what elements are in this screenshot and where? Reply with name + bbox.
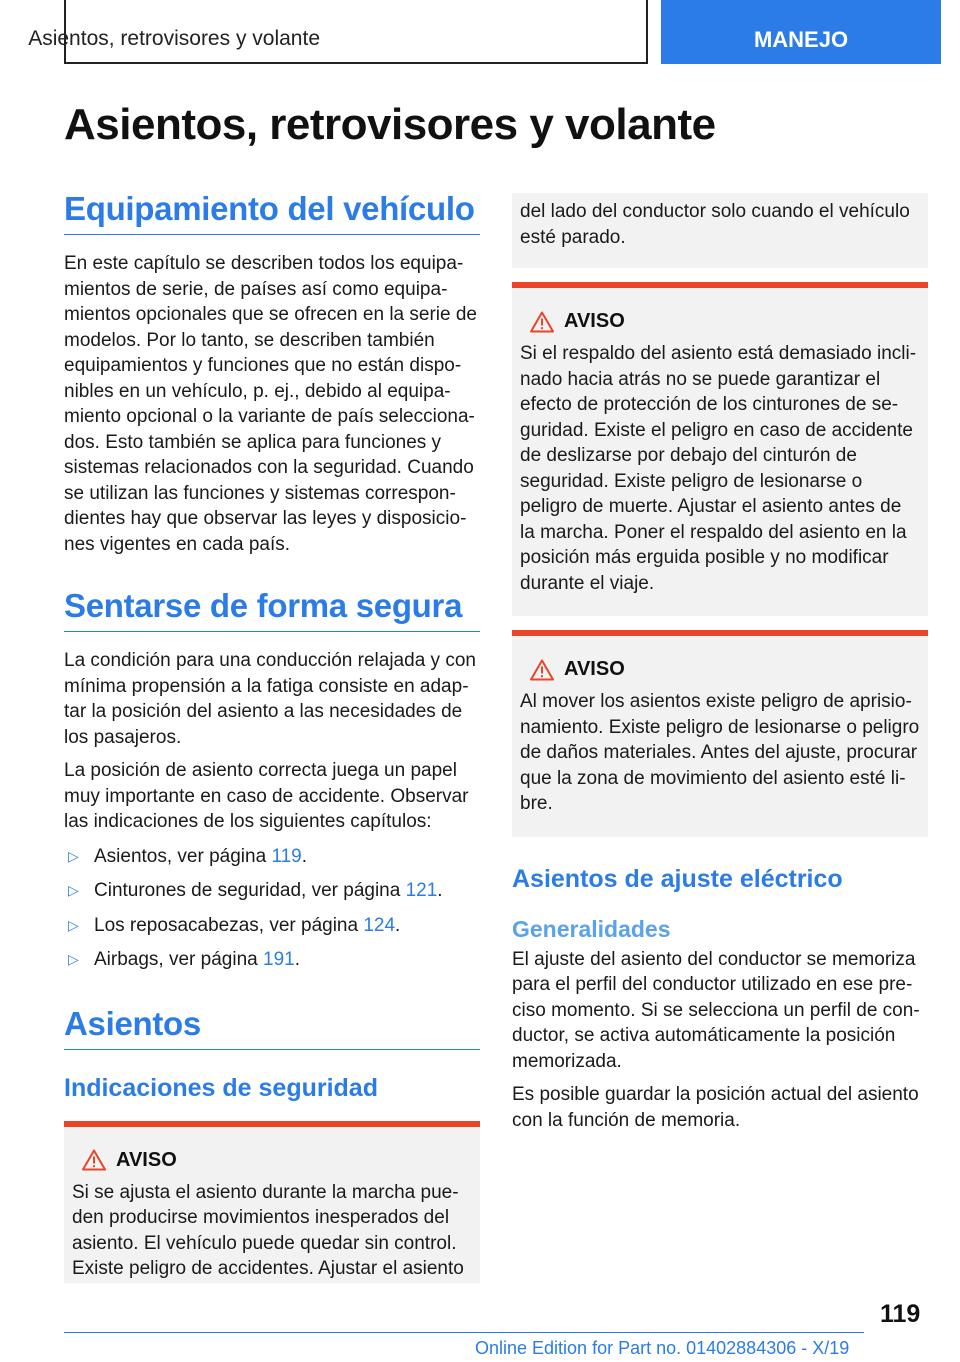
warning-triangle-icon bbox=[530, 659, 554, 681]
list-item-text: Cinturones de seguridad, ver página bbox=[94, 880, 406, 901]
list-item bbox=[64, 947, 480, 973]
warning-triangle-icon bbox=[530, 311, 554, 333]
chapter-reference-list bbox=[64, 844, 480, 973]
warning-label: AVISO bbox=[564, 658, 625, 680]
warning-header bbox=[530, 310, 920, 333]
bullet-triangle-icon: ▷ bbox=[68, 882, 79, 898]
subsection-title-electrico: Asientos de ajuste eléctrico bbox=[512, 864, 843, 893]
warning-label: AVISO bbox=[564, 310, 625, 332]
page-title: Asientos, retrovisores y volante bbox=[64, 100, 716, 149]
warning-box bbox=[512, 282, 928, 616]
subsection-title-generalidades: Generalidades bbox=[512, 915, 671, 942]
list-item-end: . bbox=[395, 914, 401, 936]
warning-box-continued bbox=[512, 193, 928, 268]
warning-box bbox=[512, 630, 928, 837]
footer-divider bbox=[64, 1332, 864, 1333]
paragraph-generalidades-2: Es posible guardar la posición actual del asiento con la función de memoria. bbox=[512, 1084, 919, 1131]
bullet-triangle-icon: ▷ bbox=[68, 847, 79, 864]
page-link[interactable]: 119 bbox=[271, 845, 302, 867]
warning-box bbox=[64, 1121, 480, 1283]
bullet-triangle-icon: ▷ bbox=[68, 916, 79, 933]
page-link[interactable]: 124 bbox=[363, 914, 396, 936]
warning-header bbox=[530, 658, 920, 681]
list-item-end: . bbox=[437, 880, 443, 901]
page-link[interactable]: 191 bbox=[263, 949, 295, 970]
subsection-title-seguridad: Indicaciones de seguridad bbox=[64, 1073, 378, 1102]
list-item-text: Airbags, ver página bbox=[94, 949, 263, 970]
warning-header bbox=[82, 1149, 472, 1172]
paragraph-equipamiento: En este capítulo se describen todos los equipamientos de serie, de países así como equipamientos opcionales que se ofrecen en la serie de modelos. Por lo tanto, se describen también equipamientos y funciones que no están disponibles en un vehículo, p. ej., debido al equipamiento opcional o la variante de país seleccionados. Esto también se aplica para funciones y sistemas relacionados con la seguridad. Cuando se utilizan las funciones y sistemas correspondientes hay que observar las leyes y disposiciones vigentes en cada país. bbox=[64, 253, 477, 555]
footer-edition: Online Edition for Part no. 01402884306 - X/19 bbox=[475, 1338, 850, 1358]
paragraph-sentarse-1: La condición para una conducción relajada y con mínima propensión a la fatiga consiste en adaptar la posición del asiento a las necesidades de los pasajeros. bbox=[64, 650, 476, 748]
header-box bbox=[28, 0, 648, 64]
paragraph-generalidades-1: El ajuste del asiento del conductor se memoriza para el perfil del conductor utilizado en ese preciso momento. Si se selecciona un perfil de conductor, se activa automáticamente la posición memorizada. bbox=[512, 948, 920, 1072]
section-title-asientos: Asientos bbox=[64, 1005, 480, 1050]
header-chapter-tab[interactable]: MANEJO bbox=[661, 0, 941, 64]
paragraph-sentarse-2: La posición de asiento correcta juega un papel muy importante en caso de accidente. Observar las indicaciones de los siguientes capítulos: bbox=[64, 760, 469, 832]
list-item bbox=[64, 913, 480, 939]
header-section-title: Asientos, retrovisores y volante bbox=[28, 27, 320, 50]
list-item bbox=[64, 844, 480, 870]
section-title-equipamiento: Equipamiento del vehículo bbox=[64, 190, 480, 235]
bullet-triangle-icon: ▷ bbox=[68, 951, 79, 967]
warning-triangle-icon bbox=[82, 1149, 106, 1171]
warning-label: AVISO bbox=[116, 1148, 177, 1171]
list-item-end: . bbox=[301, 845, 308, 867]
page-number: 119 bbox=[880, 1300, 921, 1328]
list-item-text: Asientos, ver página bbox=[94, 845, 272, 867]
list-item bbox=[64, 878, 480, 904]
left-column bbox=[64, 190, 480, 1283]
list-item-text: Los reposacabezas, ver página bbox=[94, 914, 364, 936]
warning-text-continued: del lado del conductor solo cuando el vehículo esté parado. bbox=[520, 201, 910, 248]
section-title-sentarse: Sentarse de forma segura bbox=[64, 587, 480, 632]
right-column bbox=[512, 193, 928, 1133]
warning-text: Si el respaldo del asiento está demasiado inclinado hacia atrás no se puede garantizar el efecto de protección de los cinturones de seguridad. Existe el peligro en caso de accidente de deslizarse por debajo del cinturón de seguridad. Existe peligro de lesionarse o peligro de muerte. Ajustar el asiento antes de la marcha. Poner el respaldo del asiento en la posición más erguida posible y no modificar durante el viaje. bbox=[520, 343, 917, 594]
list-item-end: . bbox=[294, 949, 300, 970]
page-link[interactable]: 121 bbox=[405, 880, 438, 901]
warning-text: Si se ajusta el asiento durante la marcha pueden producirse movimientos inesperados del asiento. El vehículo puede quedar sin control. Existe peligro de accidentes. Ajustar el asiento bbox=[72, 1181, 464, 1279]
warning-text: Al mover los asientos existe peligro de aprisionamiento. Existe peligro de lesionarse o peligro de daños materiales. Antes del ajuste, procurar que la zona de movimiento del asiento esté libre. bbox=[520, 691, 920, 814]
